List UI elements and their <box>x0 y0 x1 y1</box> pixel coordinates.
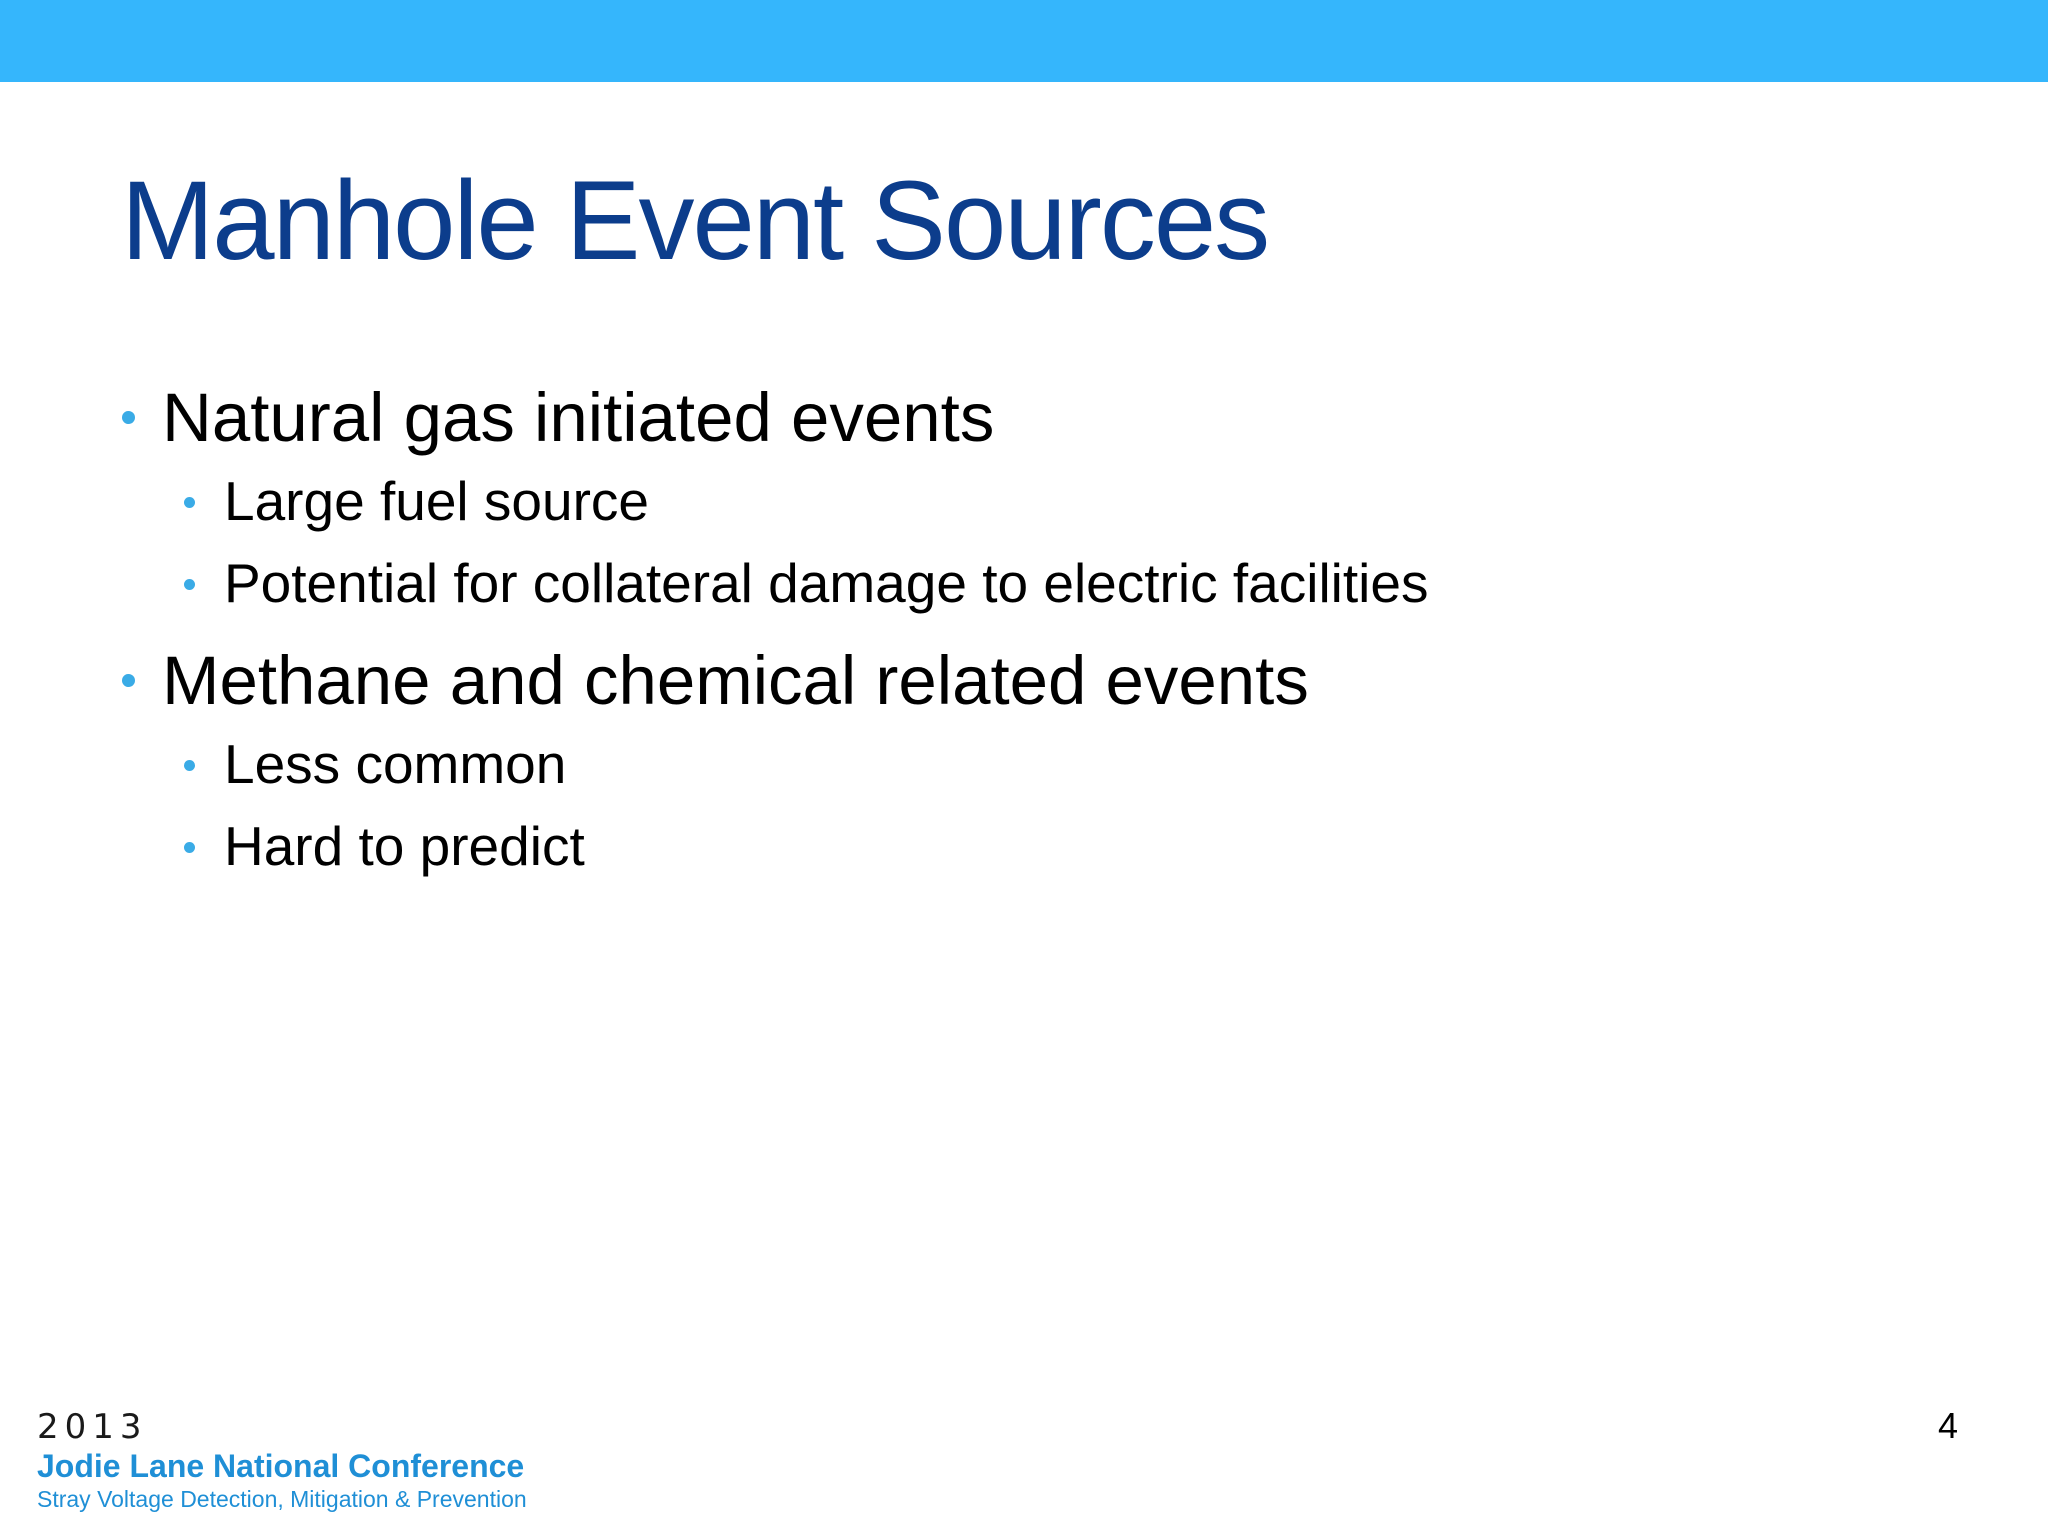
bullet-item <box>224 552 1429 614</box>
bullet-dot-icon <box>184 842 195 853</box>
bullet-text: Less common <box>224 733 567 795</box>
bullet-text: Potential for collateral damage to electric facilities <box>224 552 1429 614</box>
conference-tagline: Stray Voltage Detection, Mitigation & Prevention <box>37 1486 527 1512</box>
bullet-dot-icon <box>184 579 195 590</box>
bullet-item <box>224 470 649 532</box>
page-number: 4 <box>1937 1405 1958 1446</box>
bullet-item <box>224 815 585 877</box>
bullet-text: Hard to predict <box>224 815 585 877</box>
conference-branding <box>37 1407 527 1512</box>
top-accent-bar <box>0 0 2048 82</box>
bullet-item <box>162 642 1309 719</box>
bullet-dot-icon <box>122 674 135 687</box>
bullet-dot-icon <box>122 411 135 424</box>
bullet-text: Large fuel source <box>224 470 649 532</box>
bullet-text: Methane and chemical related events <box>162 642 1309 719</box>
conference-year: 2013 <box>37 1407 148 1447</box>
bullet-text: Natural gas initiated events <box>162 379 995 456</box>
bullet-item <box>224 733 567 795</box>
bullet-dot-icon <box>184 497 195 508</box>
conference-name: Jodie Lane National Conference <box>37 1448 525 1484</box>
slide-title: Manhole Event Sources <box>121 158 1269 283</box>
bullet-item <box>162 379 995 456</box>
bullet-dot-icon <box>184 760 195 771</box>
